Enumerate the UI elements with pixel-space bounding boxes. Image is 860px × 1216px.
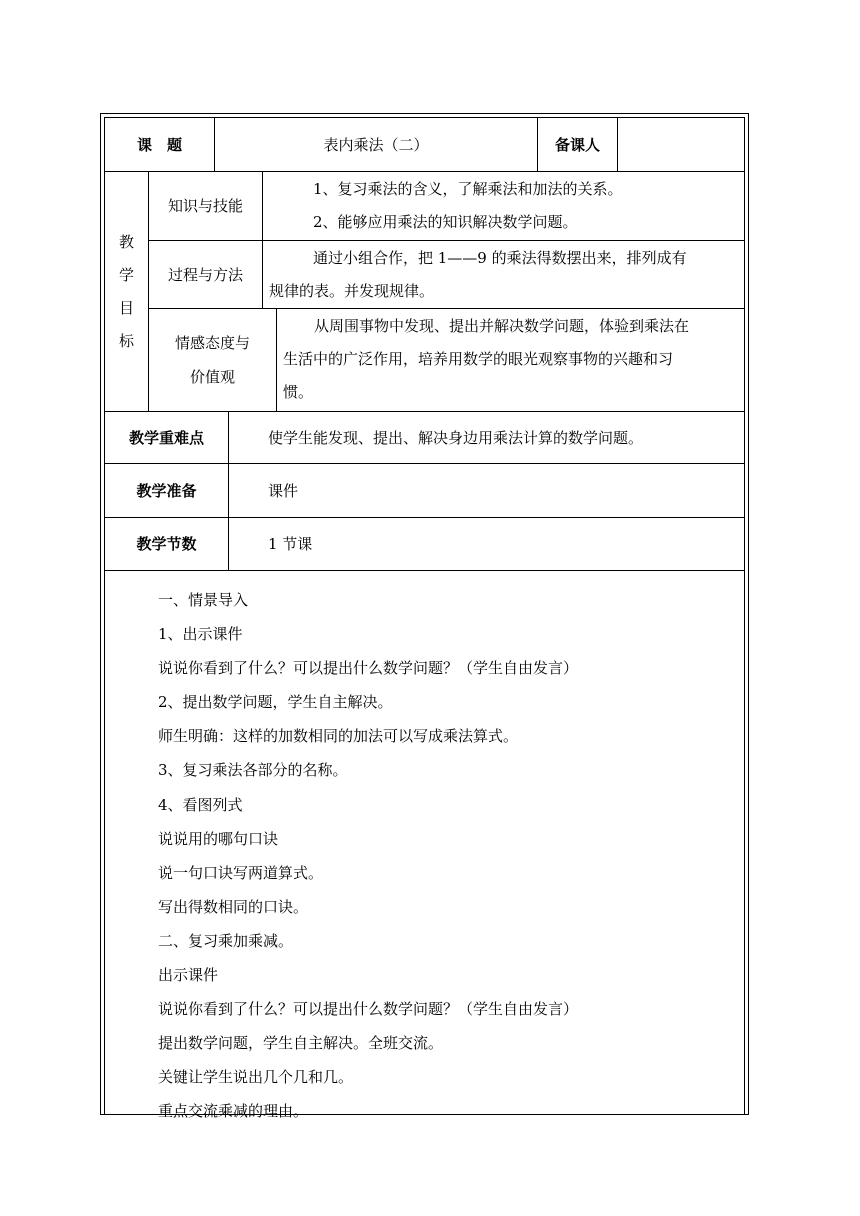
objectives-label (105, 172, 148, 411)
process-step-line: 说说你看到了什么？可以提出什么数学问题？（学生自由发言） (158, 1000, 579, 1019)
topic-value: 表内乘法（二） (323, 135, 429, 154)
process-text (269, 241, 739, 308)
attitude-label-line: 价值观 (189, 368, 235, 386)
process-step-line: 出示课件 (158, 966, 219, 985)
topic-label: 课 题 (136, 135, 182, 154)
process-step-line: 4、看图列式 (158, 795, 243, 814)
col-divider (228, 463, 229, 517)
objectives-label-char: 标 (118, 331, 134, 350)
knowledge-line: 1、复习乘法的含义，了解乘法和加法的关系。 (313, 180, 623, 198)
process-line: 通过小组合作，把 1——9 的乘法得数摆出来，排列成有 (313, 249, 687, 267)
process-line: 规律的表。并发现规律。 (269, 282, 435, 300)
process-label: 过程与方法 (167, 265, 243, 284)
periods-value: 1 节课 (268, 535, 313, 553)
preparation-label: 教学准备 (136, 481, 197, 500)
process-step-line: 重点交流乘减的理由。 (158, 1102, 309, 1121)
process-step-line: 一、情景导入 (158, 591, 249, 609)
preparer-label: 备课人 (554, 135, 600, 154)
process-step-line: 2、提出数学问题，学生自主解决。 (158, 693, 393, 712)
col-divider (262, 171, 263, 240)
process-step-line: 师生明确：这样的加数相同的加法可以写成乘法算式。 (158, 727, 519, 746)
knowledge-text (313, 172, 733, 239)
key-points-value: 使学生能发现、提出、解决身边用乘法计算的数学问题。 (268, 428, 644, 447)
teaching-process (158, 583, 578, 1129)
col-divider (228, 411, 229, 463)
attitude-label (149, 309, 276, 411)
outer-table-border (100, 113, 749, 1121)
process-step-line: 3、复习乘法各部分的名称。 (158, 761, 348, 780)
attitude-line: 惯。 (283, 383, 314, 401)
process-step-line: 二、复习乘加乘减。 (158, 931, 294, 950)
process-step-line: 提出数学问题，学生自主解决。全班交流。 (158, 1034, 444, 1053)
process-step-line: 写出得数相同的口诀。 (158, 897, 309, 916)
knowledge-line: 2、能够应用乘法的知识解决数学问题。 (313, 213, 578, 231)
preparation-value: 课件 (268, 481, 299, 500)
attitude-text (283, 309, 741, 409)
objectives-label-char: 教 (118, 232, 134, 251)
col-divider (228, 517, 229, 570)
preparer-value (618, 118, 744, 171)
knowledge-label: 知识与技能 (167, 197, 243, 215)
process-step-line: 1、出示课件 (158, 625, 243, 644)
process-step-line: 说说用的哪句口诀 (158, 829, 279, 848)
row-divider (105, 570, 744, 571)
objectives-label-char: 目 (118, 298, 134, 317)
col-divider (262, 240, 263, 308)
periods-label: 教学节数 (136, 535, 197, 553)
col-divider (276, 308, 277, 411)
process-step-line: 说一句口诀写两道算式。 (158, 863, 324, 882)
attitude-line: 生活中的广泛作用，培养用数学的眼光观察事物的兴趣和习 (283, 350, 674, 368)
objectives-label-char: 学 (118, 265, 134, 284)
attitude-label-line: 情感态度与 (174, 334, 250, 352)
process-step-line: 关键让学生说出几个几和几。 (158, 1068, 354, 1087)
process-step-line: 说说你看到了什么？可以提出什么数学问题？（学生自由发言） (158, 659, 579, 678)
lesson-plan-table (104, 117, 745, 1121)
key-points-label: 教学重难点 (128, 428, 204, 447)
attitude-line: 从周围事物中发现、提出并解决数学问题，体验到乘法在 (314, 317, 690, 335)
